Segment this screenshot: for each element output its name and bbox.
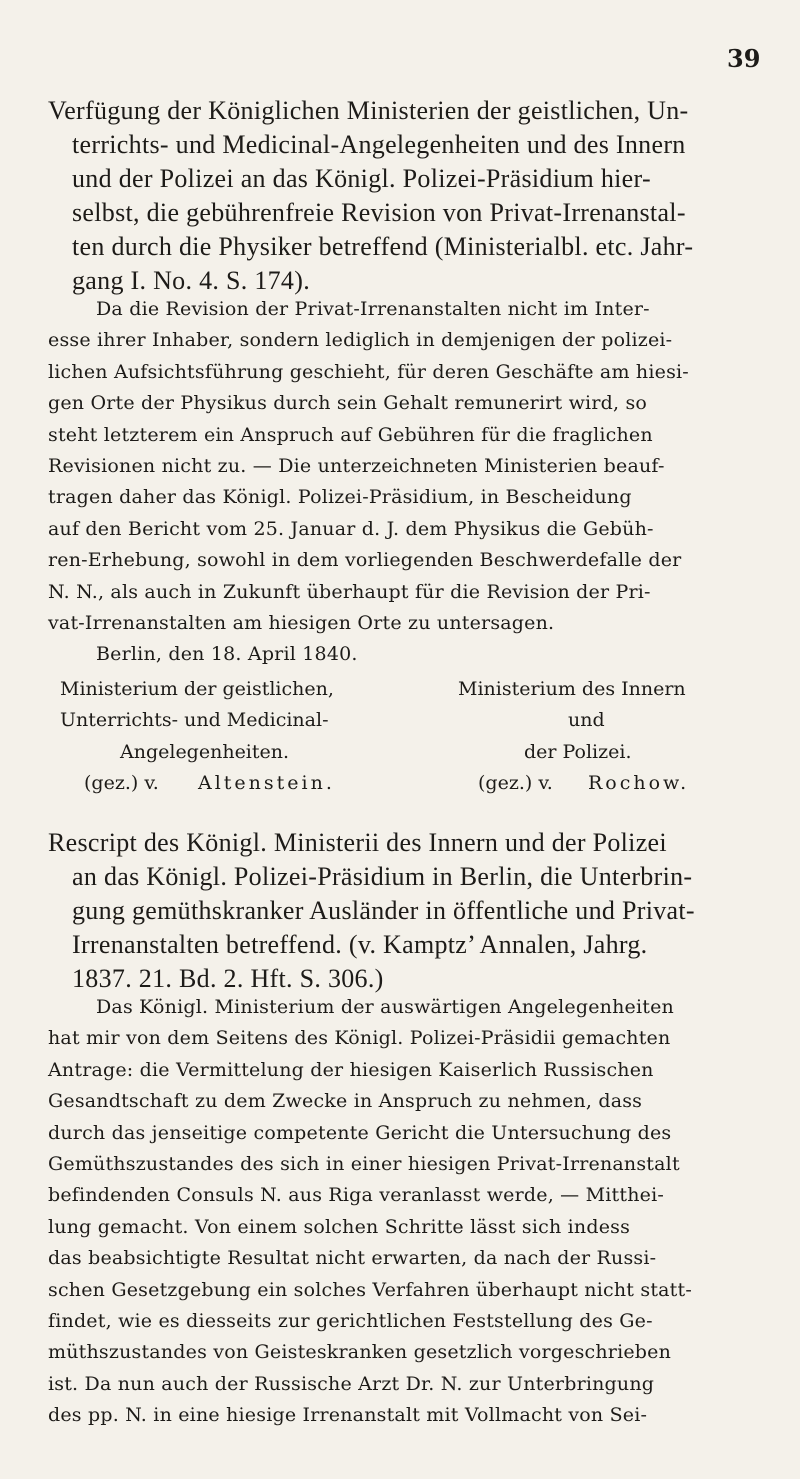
- heading-line: Irrenanstalten betreffend. (v. Kamptz’ Annalen, Jahrg.: [72, 930, 648, 959]
- section2-body: [48, 992, 756, 1432]
- heading-line: an das Königl. Polizei-Präsidium in Berlin, die Unterbrin-: [72, 862, 693, 891]
- body-line: Gemüthszustandes des sich in einer hiesigen Privat-Irrenanstalt: [48, 1153, 680, 1176]
- section1-heading: [48, 94, 756, 298]
- heading-line: selbst, die gebührenfreie Revision von Privat-Irrenanstal-: [72, 198, 686, 227]
- body-line: des pp. N. in eine hiesige Irrenanstalt mit Vollmacht von Sei-: [48, 1404, 648, 1427]
- signature-left-line: Ministerium der geistlichen,: [60, 678, 334, 700]
- heading-line: und der Polizei an das Königl. Polizei-Präsidium hier-: [72, 164, 651, 193]
- signature-right-line: und: [568, 709, 605, 732]
- body-line: Das Königl. Ministerium der auswärtigen Angelegenheiten: [96, 996, 674, 1018]
- body-line: ren-Erhebung, sowohl in dem vorliegenden Beschwerdefalle der: [48, 549, 682, 572]
- body-line: Gesandtschaft zu dem Zwecke in Anspruch zu nehmen, dass: [48, 1090, 643, 1113]
- body-line: auf den Bericht vom 25. Januar d. J. dem Physikus die Gebüh-: [48, 517, 654, 540]
- body-line: tragen daher das Königl. Polizei-Präsidium, in Bescheidung: [48, 486, 632, 509]
- body-line: Da die Revision der Privat-Irrenanstalten nicht im Inter-: [96, 298, 650, 320]
- body-line: N. N., als auch in Zukunft überhaupt für die Revision der Pri-: [48, 580, 651, 603]
- body-line: esse ihrer Inhaber, sondern lediglich in demjenigen der polizei-: [48, 329, 673, 352]
- signature-right-prefix: (gez.) v.: [478, 772, 553, 795]
- signature-right-line: der Polizei.: [524, 740, 632, 763]
- signature-left-line: Angelegenheiten.: [120, 740, 290, 763]
- heading-line: ten durch die Physiker betreffend (Ministerialbl. etc. Jahr-: [72, 232, 694, 261]
- body-line: schen Gesetzgebung ein solches Verfahren überhaupt nicht statt-: [48, 1278, 692, 1301]
- body-line: findet, wie es diesseits zur gerichtlichen Feststellung des Ge-: [48, 1310, 653, 1333]
- heading-line: 1837. 21. Bd. 2. Hft. S. 306.): [72, 964, 384, 993]
- heading-line: Verfügung der Königlichen Ministerien der geistlichen, Un-: [48, 96, 689, 125]
- heading-line: gung gemüthskranker Ausländer in öffentliche und Privat-: [72, 896, 695, 925]
- heading-line: gang I. No. 4. S. 174).: [72, 266, 310, 295]
- page-number: 39: [727, 44, 761, 73]
- place-date: Berlin, den 18. April 1840.: [96, 643, 358, 666]
- section2-heading: [48, 826, 756, 996]
- signature-left-name: Altenstein.: [198, 772, 335, 795]
- body-line: steht letzterem ein Anspruch auf Gebühren für die fraglichen: [48, 423, 653, 446]
- signature-left-prefix: (gez.) v.: [84, 772, 159, 795]
- body-line: hat mir von dem Seitens des Königl. Polizei-Präsidii gemachten: [48, 1027, 671, 1050]
- body-line: Revisionen nicht zu. — Die unterzeichneten Ministerien beauf-: [48, 455, 665, 478]
- signature-right-line: Ministerium des Innern: [458, 678, 686, 700]
- section1-body: [48, 294, 756, 671]
- body-line: Antrage: die Vermittelung der hiesigen Kaiserlich Russischen: [48, 1058, 654, 1081]
- body-line: ist. Da nun auch der Russische Arzt Dr. N. zur Unterbringung: [48, 1372, 655, 1395]
- body-line: lung gemacht. Von einem solchen Schritte lässt sich indess: [48, 1215, 631, 1238]
- body-line: das beabsichtigte Resultat nicht erwarten, da nach der Russi-: [48, 1247, 657, 1270]
- signature-right-name: Rochow.: [588, 772, 690, 795]
- heading-line: Rescript des Königl. Ministerii des Innern und der Polizei: [48, 828, 667, 857]
- signature-block: [48, 678, 756, 804]
- body-line: gen Orte der Physikus durch sein Gehalt remunerirt wird, so: [48, 392, 648, 415]
- body-line: müthszustandes von Geisteskranken gesetzlich vorgeschrieben: [48, 1341, 672, 1364]
- heading-line: terrichts- und Medicinal-Angelegenheiten und des Innern: [72, 130, 686, 159]
- body-line: vat-Irrenanstalten am hiesigen Orte zu untersagen.: [48, 612, 555, 635]
- body-line: lichen Aufsichtsführung geschieht, für deren Geschäfte am hiesi-: [48, 360, 689, 383]
- body-line: befindenden Consuls N. aus Riga veranlasst werde, — Mitthei-: [48, 1184, 665, 1207]
- signature-left-line: Unterrichts- und Medicinal-: [60, 709, 329, 732]
- body-line: durch das jenseitige competente Gericht die Untersuchung des: [48, 1121, 672, 1144]
